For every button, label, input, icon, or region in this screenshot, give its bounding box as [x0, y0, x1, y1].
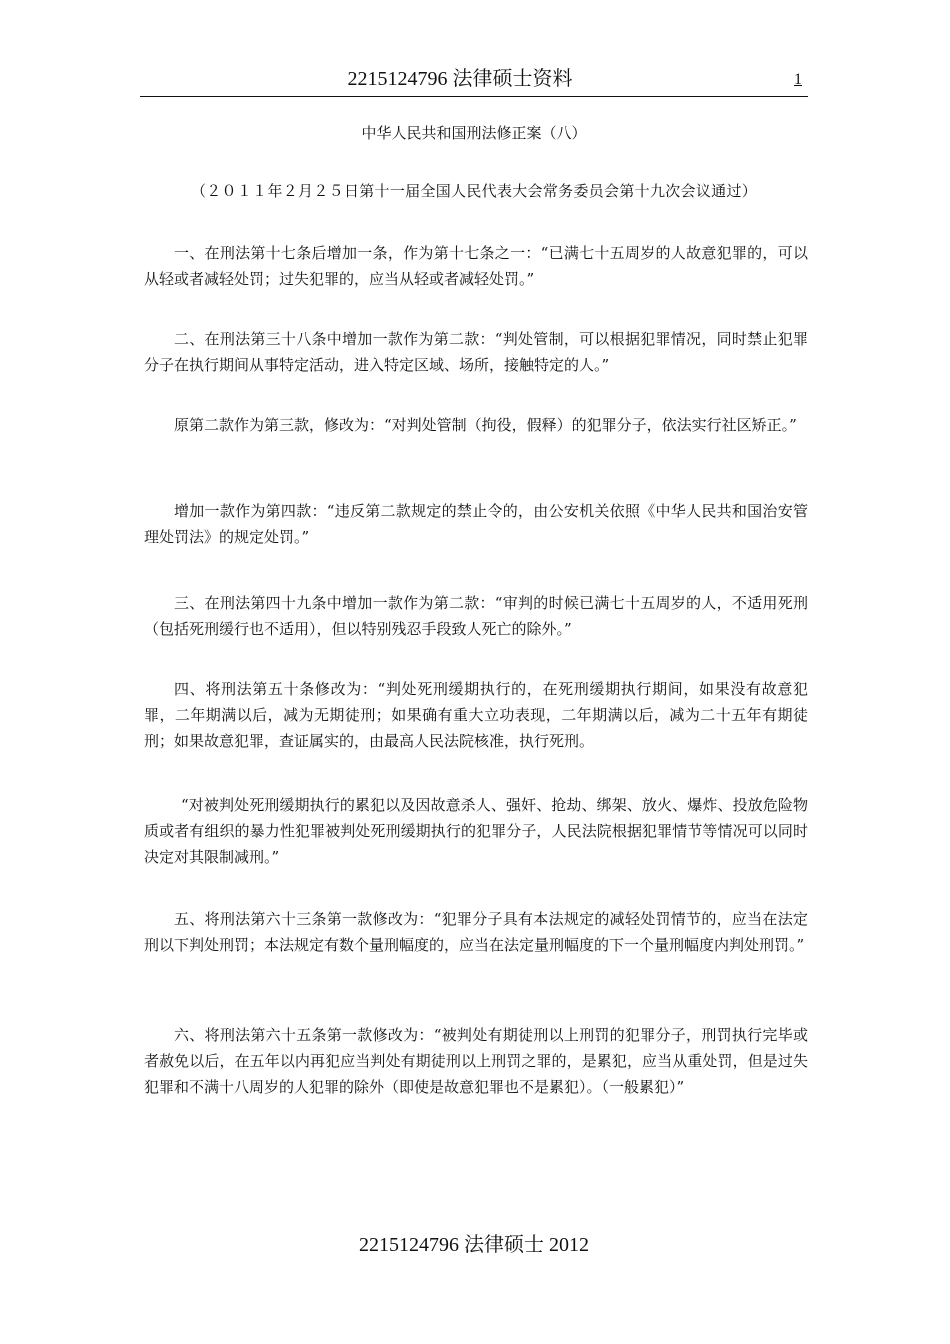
document-subtitle: （２０１１年２月２５日第十一届全国人民代表大会常务委员会第十九次会议通过）	[190, 182, 758, 200]
paragraph-article-2-clause-3: 原第二款作为第三款，修改为：“对判处管制（拘役，假释）的犯罪分子，依法实行社区矫正。”	[174, 416, 797, 434]
paragraph-article-1: 一、在刑法第十七条后增加一条，作为第十七条之一：“已满七十五周岁的人故意犯罪的，可以从轻或者减轻处罚；过失犯罪的，应当从轻或者减轻处罚。”	[144, 244, 808, 288]
paragraph-article-2: 二、在刑法第三十八条中增加一款作为第二款：“判处管制，可以根据犯罪情况，同时禁止犯罪分子在执行期间从事特定活动，进入特定区域、场所，接触特定的人。”	[144, 330, 808, 374]
paragraph-article-6: 六、将刑法第六十五条第一款修改为：“被判处有期徒刑以上刑罚的犯罪分子，刑罚执行完毕或者赦免以后，在五年以内再犯应当判处有期徒刑以上刑罚之罪的，是累犯，应当从重处罚，但是过失犯罪和不满十八周岁的人犯罪的除外（即使是故意犯罪也不是累犯）。（一般累犯）”	[144, 1026, 808, 1096]
header-divider	[140, 96, 808, 97]
header-title: 2215124796 法律硕士资料	[347, 68, 573, 90]
paragraph-article-2-clause-4: 增加一款作为第四款：“违反第二款规定的禁止令的，由公安机关依照《中华人民共和国治安管理处罚法》的规定处罚。”	[144, 502, 808, 546]
paragraph-article-4: 四、将刑法第五十条修改为：“判处死刑缓期执行的，在死刑缓期执行期间，如果没有故意犯罪，二年期满以后，减为无期徒刑；如果确有重大立功表现，二年期满以后，减为二十五年有期徒刑；如果故意犯罪，查证属实的，由最高人民法院核准，执行死刑。	[144, 680, 808, 750]
page-number: 1	[794, 71, 802, 88]
document-title: 中华人民共和国刑法修正案（八）	[361, 124, 587, 142]
paragraph-article-5: 五、将刑法第六十三条第一款修改为：“犯罪分子具有本法规定的减轻处罚情节的，应当在法定刑以下判处刑罚；本法规定有数个量刑幅度的，应当在法定量刑幅度的下一个量刑幅度内判处刑罚。”	[144, 910, 808, 954]
paragraph-article-4-clause-2: “对被判处死刑缓期执行的累犯以及因故意杀人、强奸、抢劫、绑架、放火、爆炸、投放危险物质或者有组织的暴力性犯罪被判处死刑缓期执行的犯罪分子，人民法院根据犯罪情节等情况可以同时决定对其限制减刑。”	[144, 796, 808, 866]
paragraph-article-3: 三、在刑法第四十九条中增加一款作为第二款：“审判的时候已满七十五周岁的人，不适用死刑（包括死刑缓行也不适用），但以特别残忍手段致人死亡的除外。”	[144, 594, 808, 638]
page-footer: 2215124796 法律硕士 2012	[359, 1234, 589, 1256]
